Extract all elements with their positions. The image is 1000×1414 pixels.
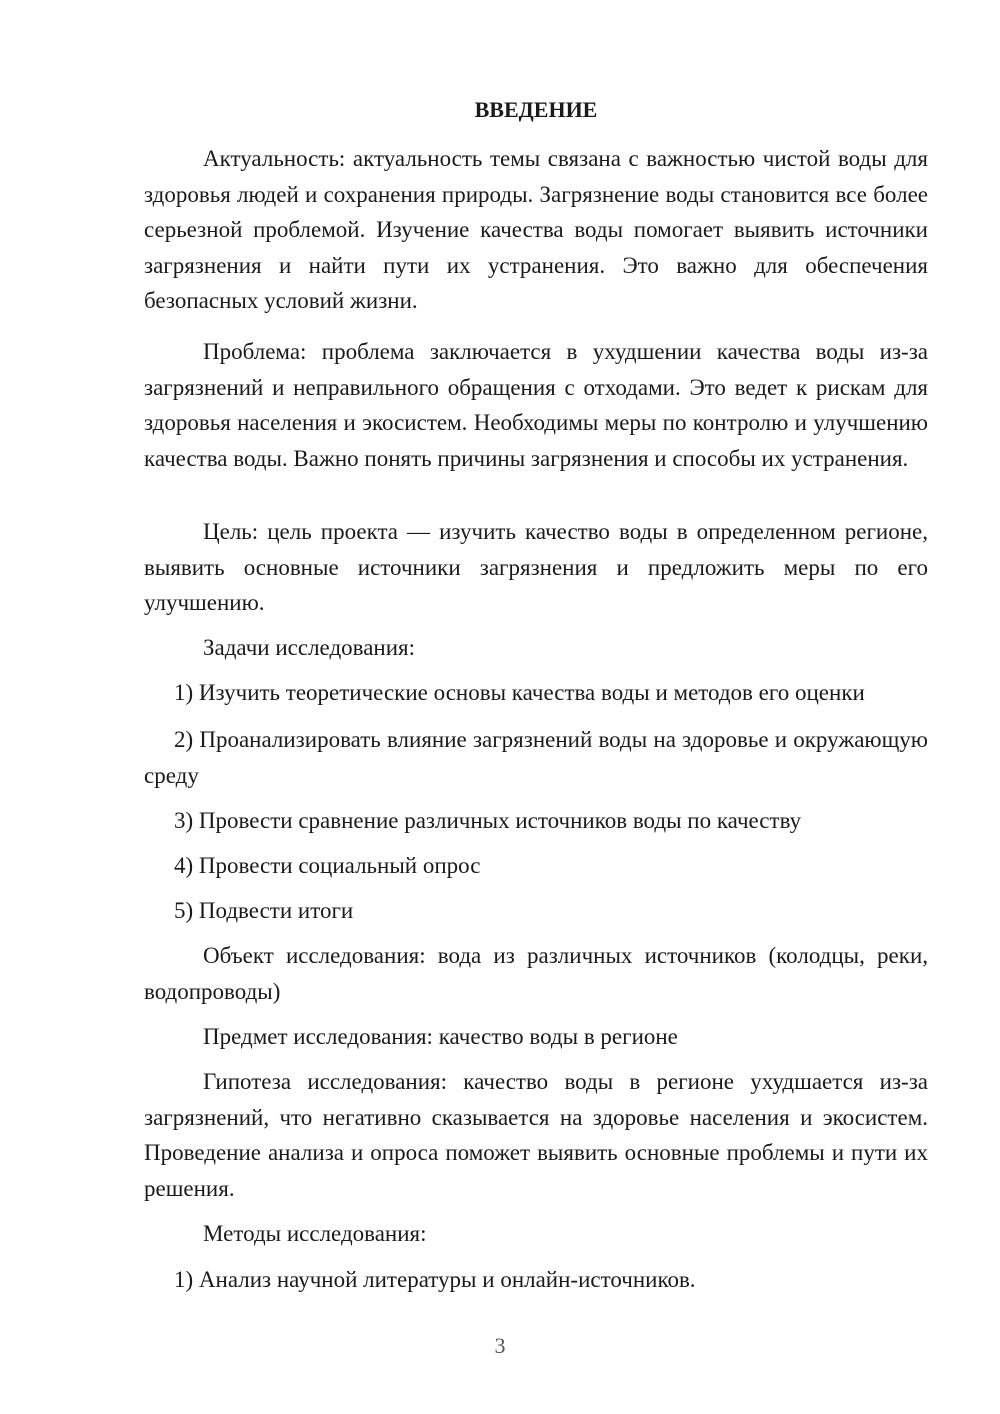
hypothesis-paragraph: Гипотеза исследования: качество воды в регионе ухудшается из-за загрязнений, что негативно сказывается на здоровье населения и экосистем. Проведение анализа и опроса поможет выявить основные проблемы и пути их решения. [144,1069,928,1201]
task-item-1: 1) Изучить теоретические основы качества воды и методов его оценки [174,680,865,705]
task-item-4: 4) Провести социальный опрос [174,853,481,878]
section-title: ВВЕДЕНИЕ [474,97,598,122]
subject-paragraph: Предмет исследования: качество воды в регионе [203,1024,678,1049]
method-item-1: 1) Анализ научной литературы и онлайн-источников. [174,1267,696,1292]
page-number: 3 [494,1333,506,1358]
goal-paragraph: Цель: цель проекта — изучить качество воды в определенном регионе, выявить основные источники загрязнения и предложить меры по его улучшению. [144,519,928,615]
methods-heading: Методы исследования: [203,1221,427,1246]
object-paragraph: Объект исследования: вода из различных источников (колодцы, реки, водопроводы) [144,943,928,1004]
task-item-2: 2) Проанализировать влияние загрязнений воды на здоровье и окружающую среду [144,727,928,788]
relevance-paragraph: Актуальность: актуальность темы связана с важностью чистой воды для здоровья людей и сохранения природы. Загрязнение воды становится все более серьезной проблемой. Изучение качества воды помогает выявить источники загрязнения и найти пути их устранения. Это важно для обеспечения безопасных условий жизни. [144,146,928,313]
problem-paragraph: Проблема: проблема заключается в ухудшении качества воды из-за загрязнений и неправильного обращения с отходами. Это ведет к рискам для здоровья населения и экосистем. Необходимы меры по контролю и улучшению качества воды. Важно понять причины загрязнения и способы их устранения. [144,339,928,471]
task-item-3: 3) Провести сравнение различных источников воды по качеству [174,808,802,833]
tasks-heading: Задачи исследования: [203,635,416,660]
task-item-5: 5) Подвести итоги [174,898,354,923]
